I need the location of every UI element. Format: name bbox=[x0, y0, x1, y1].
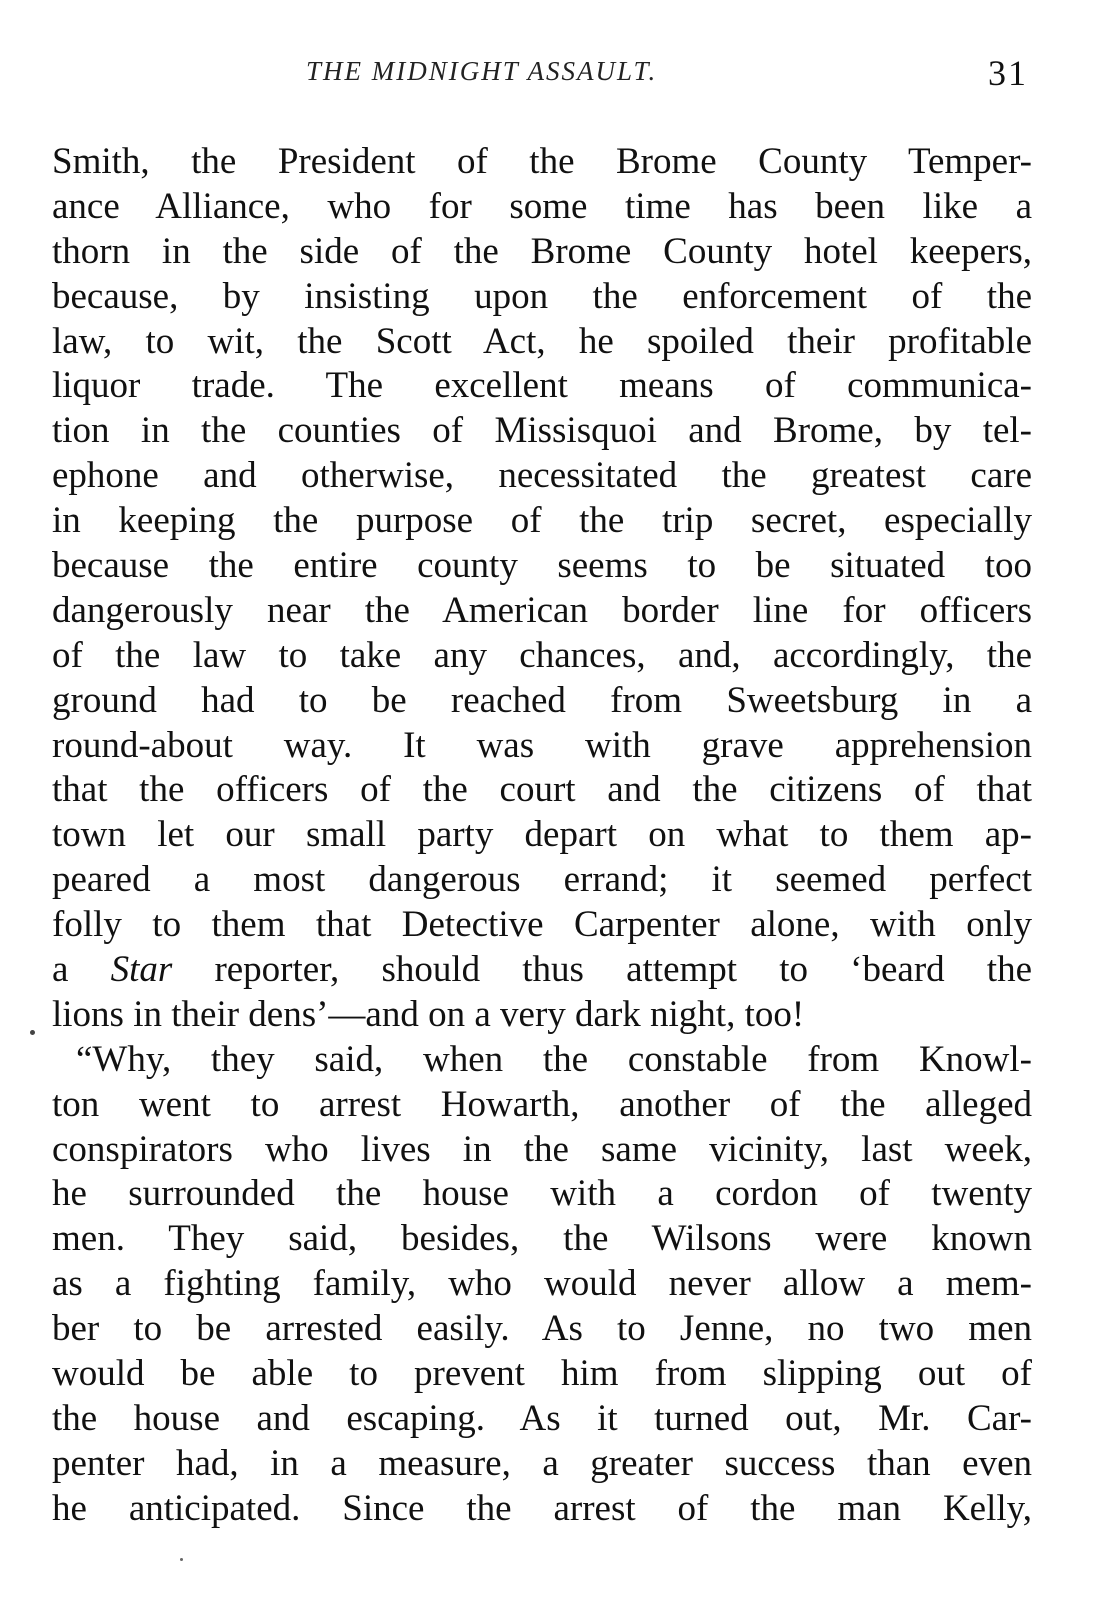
text-line: because, by insisting upon the enforcement of the bbox=[52, 275, 1032, 317]
text-line: men. They said, besides, the Wilsons were known bbox=[52, 1218, 1032, 1260]
text-line: he surrounded the house with a cordon of twenty bbox=[52, 1173, 1032, 1215]
line-rest: reporter, should thus attempt to ‘beard the bbox=[214, 949, 1032, 991]
newspaper-name: Star bbox=[110, 949, 173, 991]
text-line: round-about way. It was with grave apprehension bbox=[52, 724, 1032, 766]
line-prefix: a bbox=[52, 949, 69, 991]
text-line: law, to wit, the Scott Act, he spoiled their profitable bbox=[52, 320, 1032, 362]
text-line: ance Alliance, who for some time has been like a bbox=[52, 185, 1032, 227]
text-line: as a fighting family, who would never allow a mem- bbox=[52, 1263, 1032, 1305]
text-line: thorn in the side of the Brome County hotel keepers, bbox=[52, 230, 1032, 272]
text-line-star bbox=[52, 948, 1032, 993]
running-head bbox=[0, 53, 1108, 96]
text-line-paragraph-start: “Why, they said, when the constable from Knowl- bbox=[76, 1038, 1032, 1080]
text-line: peared a most dangerous errand; it seemed perfect bbox=[52, 859, 1032, 901]
text-line: ground had to be reached from Sweetsburg in a bbox=[52, 679, 1032, 721]
text-line: town let our small party depart on what to them ap- bbox=[52, 814, 1032, 856]
running-title: THE MIDNIGHT ASSAULT. bbox=[306, 56, 658, 86]
text-line: of the law to take any chances, and, accordingly, the bbox=[52, 634, 1032, 676]
page-number: 31 bbox=[988, 53, 1028, 93]
margin-mark-bottom bbox=[180, 1558, 183, 1561]
text-line: conspirators who lives in the same vicinity, last week, bbox=[52, 1128, 1032, 1170]
text-line: dangerously near the American border line for officers bbox=[52, 589, 1032, 631]
text-line: he anticipated. Since the arrest of the man Kelly, bbox=[52, 1487, 1032, 1529]
text-line: liquor trade. The excellent means of communica- bbox=[52, 365, 1032, 407]
text-line: ber to be arrested easily. As to Jenne, no two men bbox=[52, 1308, 1032, 1350]
text-line: ton went to arrest Howarth, another of the alleged bbox=[52, 1083, 1032, 1125]
text-line: would be able to prevent him from slipping out of bbox=[52, 1353, 1032, 1395]
text-line: folly to them that Detective Carpenter alone, with only bbox=[52, 904, 1032, 946]
text-line: lions in their dens’—and on a very dark night, too! bbox=[52, 993, 805, 1035]
text-line: because the entire county seems to be situated too bbox=[52, 545, 1032, 587]
text-line: the house and escaping. As it turned out, Mr. Car- bbox=[52, 1397, 1032, 1439]
text-line: Smith, the President of the Brome County Temper- bbox=[52, 141, 1032, 182]
text-line: in keeping the purpose of the trip secret, especially bbox=[52, 500, 1032, 542]
text-line: penter had, in a measure, a greater success than even bbox=[52, 1442, 1032, 1484]
text-line: ephone and otherwise, necessitated the greatest care bbox=[52, 455, 1032, 497]
body-text bbox=[52, 140, 1032, 1532]
text-line: that the officers of the court and the citizens of that bbox=[52, 769, 1032, 811]
margin-mark bbox=[30, 1030, 35, 1035]
text-line: tion in the counties of Missisquoi and Brome, by tel- bbox=[52, 410, 1032, 452]
